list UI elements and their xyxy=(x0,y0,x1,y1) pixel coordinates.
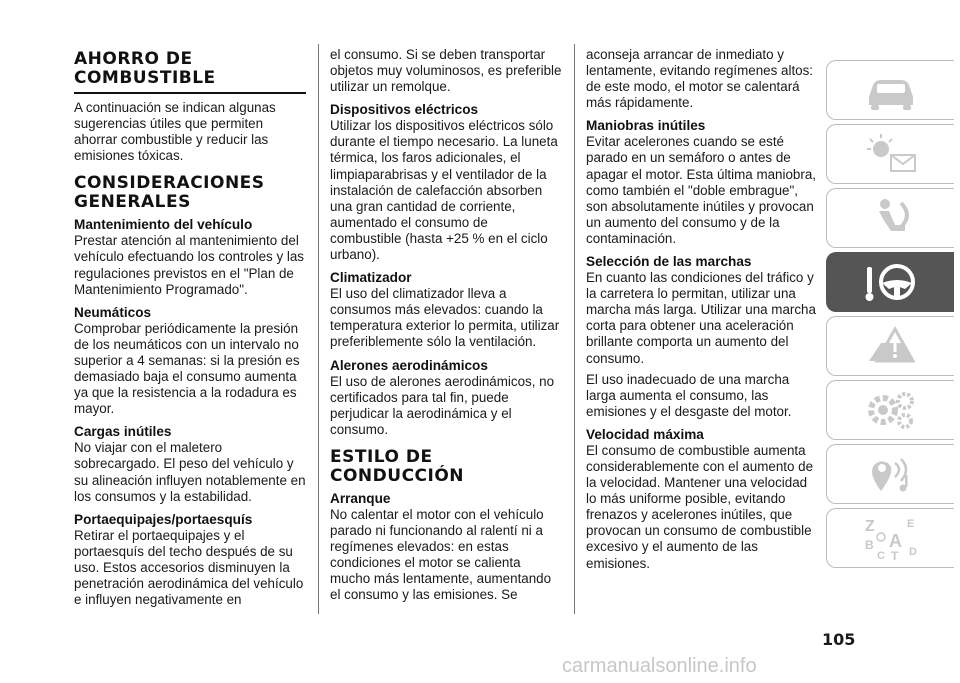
item-text: Retirar el portaequipajes y el portaesquís del techo después de su uso. Estos accesorios disminuyen la penetración aerodinámica del vehículo e influyen negativamente en xyxy=(74,527,304,608)
lights-message-icon xyxy=(861,131,921,177)
section-title-line1: ESTILO DE xyxy=(330,446,433,467)
item-heading: Climatizador xyxy=(330,270,412,286)
item-heading: Maniobras inútiles xyxy=(586,118,706,134)
item-block xyxy=(330,269,562,350)
column-2 xyxy=(330,47,562,608)
item-text: El uso inadecuado de una marcha larga aumenta el consumo, las emisiones y el desgaste del motor. xyxy=(586,371,792,419)
item-heading: Portaequipajes/portaesquís xyxy=(74,511,253,527)
index-letter: E xyxy=(906,518,914,530)
item-block xyxy=(74,216,306,297)
index-letter: A xyxy=(888,531,902,551)
tab-warning[interactable] xyxy=(826,316,954,376)
car-icon xyxy=(861,67,921,113)
intro-paragraph: A continuación se indican algunas sugerencias útiles que permiten ahorrar combustible y reducir las emisiones tóxicas. xyxy=(74,100,276,164)
item-heading: Alerones aerodinámicos xyxy=(330,357,488,373)
chapter-title-line2: COMBUSTIBLE xyxy=(74,68,216,88)
tab-lights-message[interactable] xyxy=(826,124,954,184)
item-text: El uso del climatizador lleva a consumos más elevados: cuando la temperatura exterior lo permita, utilizar preferiblemente sólo la ventilación. xyxy=(330,286,560,350)
item-block xyxy=(330,101,562,263)
tab-seat-airbag[interactable] xyxy=(826,188,954,248)
page-number: 105 xyxy=(822,630,856,649)
section-title-line2: CONDUCCIÓN xyxy=(330,465,465,486)
warning-triangle-icon xyxy=(861,323,921,369)
index-letter: B xyxy=(864,538,874,552)
item-heading: Cargas inútiles xyxy=(74,424,172,440)
section-title-line1: CONSIDERACIONES xyxy=(74,173,265,194)
chapter-title-line1: AHORRO DE xyxy=(74,49,193,69)
item-block xyxy=(330,357,562,438)
item-block xyxy=(74,304,306,418)
section-title-estilo xyxy=(330,448,562,486)
tab-alphabet-index[interactable] xyxy=(826,508,954,568)
gears-icon xyxy=(861,387,921,433)
index-letter: Z xyxy=(864,518,875,535)
item-text: Prestar atención al mantenimiento del vehículo efectuando los controles y las regulaciones previstos en el "Plan de Mantenimiento Programado". xyxy=(74,233,305,297)
item-heading: Arranque xyxy=(330,490,391,506)
item-text: El consumo de combustible aumenta considerablemente con el aumento de la velocidad. Mantener una velocidad lo más uniforme posible, evitando frenazos y acelerones inútiles, que provocan un consumo de combustible excesivo y el aumento de las emisiones. xyxy=(586,442,814,571)
column-1 xyxy=(74,50,306,613)
item-text: No viajar con el maletero sobrecargado. El peso del vehículo y su alineación influyen notablemente en los consumos y la estabilidad. xyxy=(74,440,306,504)
column-3 xyxy=(586,47,818,577)
item-block xyxy=(74,423,306,504)
index-letter: D xyxy=(908,546,917,558)
watermark: carmanualsonline.info xyxy=(562,655,757,677)
column-divider-2 xyxy=(574,44,575,614)
item-heading: Velocidad máxima xyxy=(586,426,704,442)
item-block xyxy=(586,372,818,420)
item-block xyxy=(74,511,306,608)
item-heading: Selección de las marchas xyxy=(586,254,752,270)
chapter-title xyxy=(74,50,306,88)
index-letter: C xyxy=(876,550,885,561)
tab-car[interactable] xyxy=(826,60,954,120)
seat-airbag-icon xyxy=(861,195,921,241)
navigation-music-icon xyxy=(861,451,921,497)
key-steering-wheel-icon xyxy=(861,259,921,305)
continued-paragraph: el consumo. Si se deben transportar objetos muy voluminosos, es preferible utilizar un remolque. xyxy=(330,47,562,95)
item-heading: Dispositivos eléctricos xyxy=(330,102,479,118)
item-text: En cuanto las condiciones del tráfico y la carretera lo permitan, utilizar una marcha más larga. Utilizar una marcha corta para obtener una aceleración brillante comporta un aumento del consumo. xyxy=(586,270,816,366)
tab-gears[interactable] xyxy=(826,380,954,440)
section-title-consideraciones xyxy=(74,174,306,212)
section-title-line2: GENERALES xyxy=(74,192,191,213)
item-text: No calentar el motor con el vehículo parado ni funcionando al ralentí ni a regímenes elevados: en estas condiciones el motor se calienta mucho más lentamente, aumentando el consumo y las emisiones. Se xyxy=(330,506,552,603)
item-block xyxy=(330,490,562,604)
chapter-tabs xyxy=(826,60,960,572)
item-text: Utilizar los dispositivos eléctricos sólo durante el tiempo necesario. La luneta térmica, los faros adicionales, el limpiaparabrisas y el ventilador de la instalación de calefacción absorben una gran cantidad de corriente, aumentado el consumo de combustible (hasta +25 % en el ciclo urbano). xyxy=(330,118,558,263)
continued-paragraph: aconseja arrancar de inmediato y lentamente, evitando regímenes altos: de este modo, el motor se calentará más rápidamente. xyxy=(586,47,814,111)
item-block xyxy=(586,117,818,247)
item-block xyxy=(586,253,818,367)
item-block xyxy=(586,426,818,572)
item-heading: Neumáticos xyxy=(74,304,152,320)
index-letter: T xyxy=(890,549,898,561)
item-text: Comprobar periódicamente la presión de los neumáticos con un intervalo no superior a 4 semanas: si la presión es demasiado baja el consumo aumenta ya que la resistencia a la rodadura es mayor. xyxy=(74,320,300,417)
tab-key-steering-wheel[interactable] xyxy=(826,252,954,312)
alphabet-index-icon xyxy=(861,515,921,561)
item-text: El uso de alerones aerodinámicos, no certificados para tal fin, puede perjudicar la aerodinámica y el consumo. xyxy=(330,373,555,437)
column-divider-1 xyxy=(318,44,319,614)
tab-navigation-music[interactable] xyxy=(826,444,954,504)
item-heading: Mantenimiento del vehículo xyxy=(74,217,253,233)
title-rule xyxy=(74,92,306,94)
item-text: Evitar acelerones cuando se esté parado en un semáforo o antes de apagar el motor. Esta última maniobra, como también el "doble embrague", son absolutamente inútiles y provocan un aumento del consumo y de la contaminación. xyxy=(586,134,816,246)
